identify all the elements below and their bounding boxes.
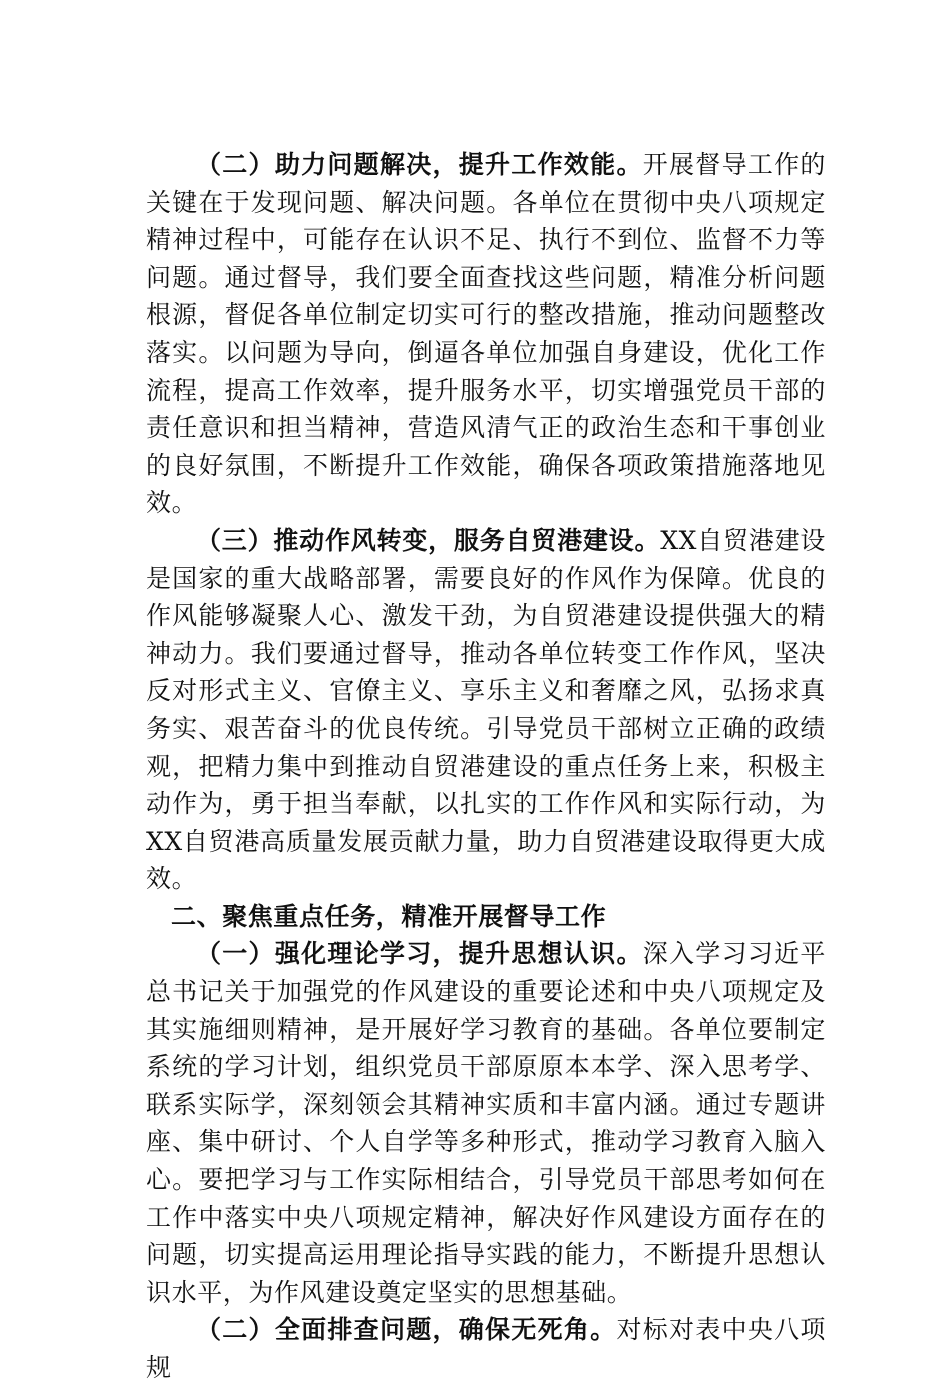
paragraph-text: 深入学习习近平总书记关于加强党的作风建设的重要论述和中央八项规定及其实施细则精神，是开展好学习教育的基础。各单位要制定系统的学习计划，组织党员干部原原本本学、深入思考学、联系实际学，深刻领会其精神实质和丰富内涵。通过专题讲座、集中研讨、个人自学等多种形式，推动学习教育入脑入心。要把学习与工作实际相结合，引导党员干部思考如何在工作中落实中央八项规定精神，解决好作风建设方面存在的问题，切实提高运用理论指导实践的能力，不断提升思想认识水平，为作风建设奠定坚实的思想基础。 (146, 939, 827, 1307)
paragraph-lead: （三）推动作风转变，服务自贸港建设。 (196, 525, 661, 555)
paragraph-lead: （二）全面排查问题，确保无死角。 (196, 1315, 617, 1345)
paragraph-problem-solving (146, 146, 826, 522)
paragraph-lead: （二）助力问题解决，提升工作效能。 (196, 150, 643, 179)
paragraph-text: 对标对表中央八项规 (146, 1315, 826, 1382)
paragraph-text: 开展督导工作的关键在于发现问题、解决问题。各单位在贯彻中央八项规定精神过程中，可能存在认识不足、执行不到位、监督不力等问题。通过督导，我们要全面查找这些问题，精准分析问题根源，督促各单位制定切实可行的整改措施，推动问题整改落实。以问题为导向，倒逼各单位加强自身建设，优化工作流程，提高工作效率，提升服务水平，切实增强党员干部的责任意识和担当精神，营造风清气正的政治生态和干事创业的良好氛围，不断提升工作效能，确保各项政策措施落地见效。 (146, 150, 827, 518)
paragraph-lead: （一）强化理论学习，提升思想认识。 (196, 939, 643, 969)
paragraph-problem-check (146, 1311, 826, 1386)
paragraph-style-change (146, 522, 826, 898)
document-body (146, 146, 826, 1387)
paragraph-text: XX自贸港建设是国家的重大战略部署，需要良好的作风作为保障。优良的作风能够凝聚人心、激发干劲，为自贸港建设提供强大的精神动力。我们要通过督导，推动各单位转变工作作风，坚决反对形式主义、官僚主义、享乐主义和奢靡之风，弘扬求真务实、艰苦奋斗的优良传统。引导党员干部树立正确的政绩观，把精力集中到推动自贸港建设的重点任务上来，积极主动作为，勇于担当奉献，以扎实的工作作风和实际行动，为XX自贸港高质量发展贡献力量，助力自贸港建设取得更大成效。 (146, 525, 827, 894)
section-heading: 二、聚焦重点任务，精准开展督导工作 (171, 901, 607, 931)
paragraph-theory-study (146, 935, 826, 1311)
